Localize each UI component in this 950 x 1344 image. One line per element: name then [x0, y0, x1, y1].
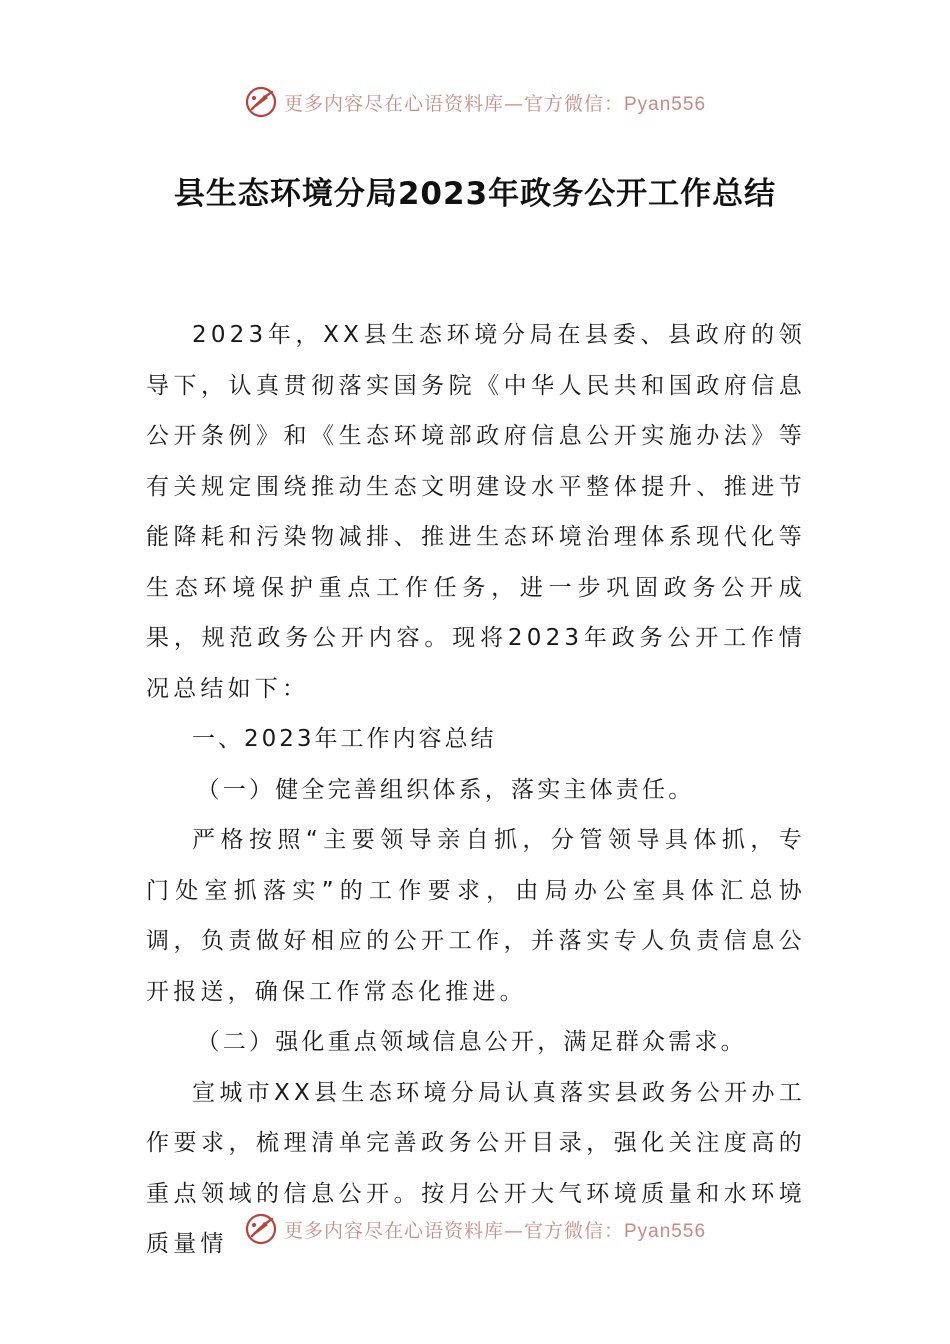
document-title: 县生态环境分局2023年政务公开工作总结: [173, 176, 777, 212]
watermark-banner-bottom: [0, 1209, 950, 1249]
paragraph-body: 严格按照“主要领导亲自抓，分管领导具体抓，专门处室抓落实”的工作要求，由局办公室具体汇总协调，负责做好相应的公开工作，并落实专人负责信息公开报送，确保工作常态化推进。: [146, 827, 806, 1005]
watermark-handle: Pyan556: [624, 93, 707, 115]
subsection-heading: （二）强化重点领域信息公开，满足群众需求。: [196, 1029, 747, 1055]
watermark-handle: Pyan556: [624, 1220, 707, 1242]
paragraph-body: 宣城市XX县生态环境分局认真落实县政务公开办工作要求，梳理清单完善政务公开目录，强化关注度高的重点领域的信息公开。按月公开大气环境质量和水环境质量情: [146, 1079, 806, 1257]
watermark-banner-top: [0, 82, 950, 122]
watermark-label: 更多内容尽在心语资料库—官方微信：: [283, 1219, 624, 1242]
watermark-text: [284, 89, 706, 116]
quill-logo-icon: [244, 1212, 278, 1246]
quill-logo-icon: [244, 85, 278, 119]
document-body: [146, 310, 806, 1270]
paragraph-intro: 2023年，XX县生态环境分局在县委、县政府的领导下，认真贯彻落实国务院《中华人民共和国政府信息公开条例》和《生态环境部政府信息公开实施办法》等有关规定围绕推动生态文明建设水平整体提升、推进节能降耗和污染物减排、推进生态环境治理体系现代化等生态环境保护重点工作任务，进一步巩固政务公开成果，规范政务公开内容。现将2023年政务公开工作情况总结如下：: [146, 322, 806, 702]
subsection-heading: （一）健全完善组织体系，落实主体责任。: [196, 776, 695, 803]
watermark-text: [284, 1216, 706, 1243]
section-heading: 一、2023年工作内容总结: [192, 726, 497, 752]
watermark-label: 更多内容尽在心语资料库—官方微信：: [283, 92, 624, 115]
